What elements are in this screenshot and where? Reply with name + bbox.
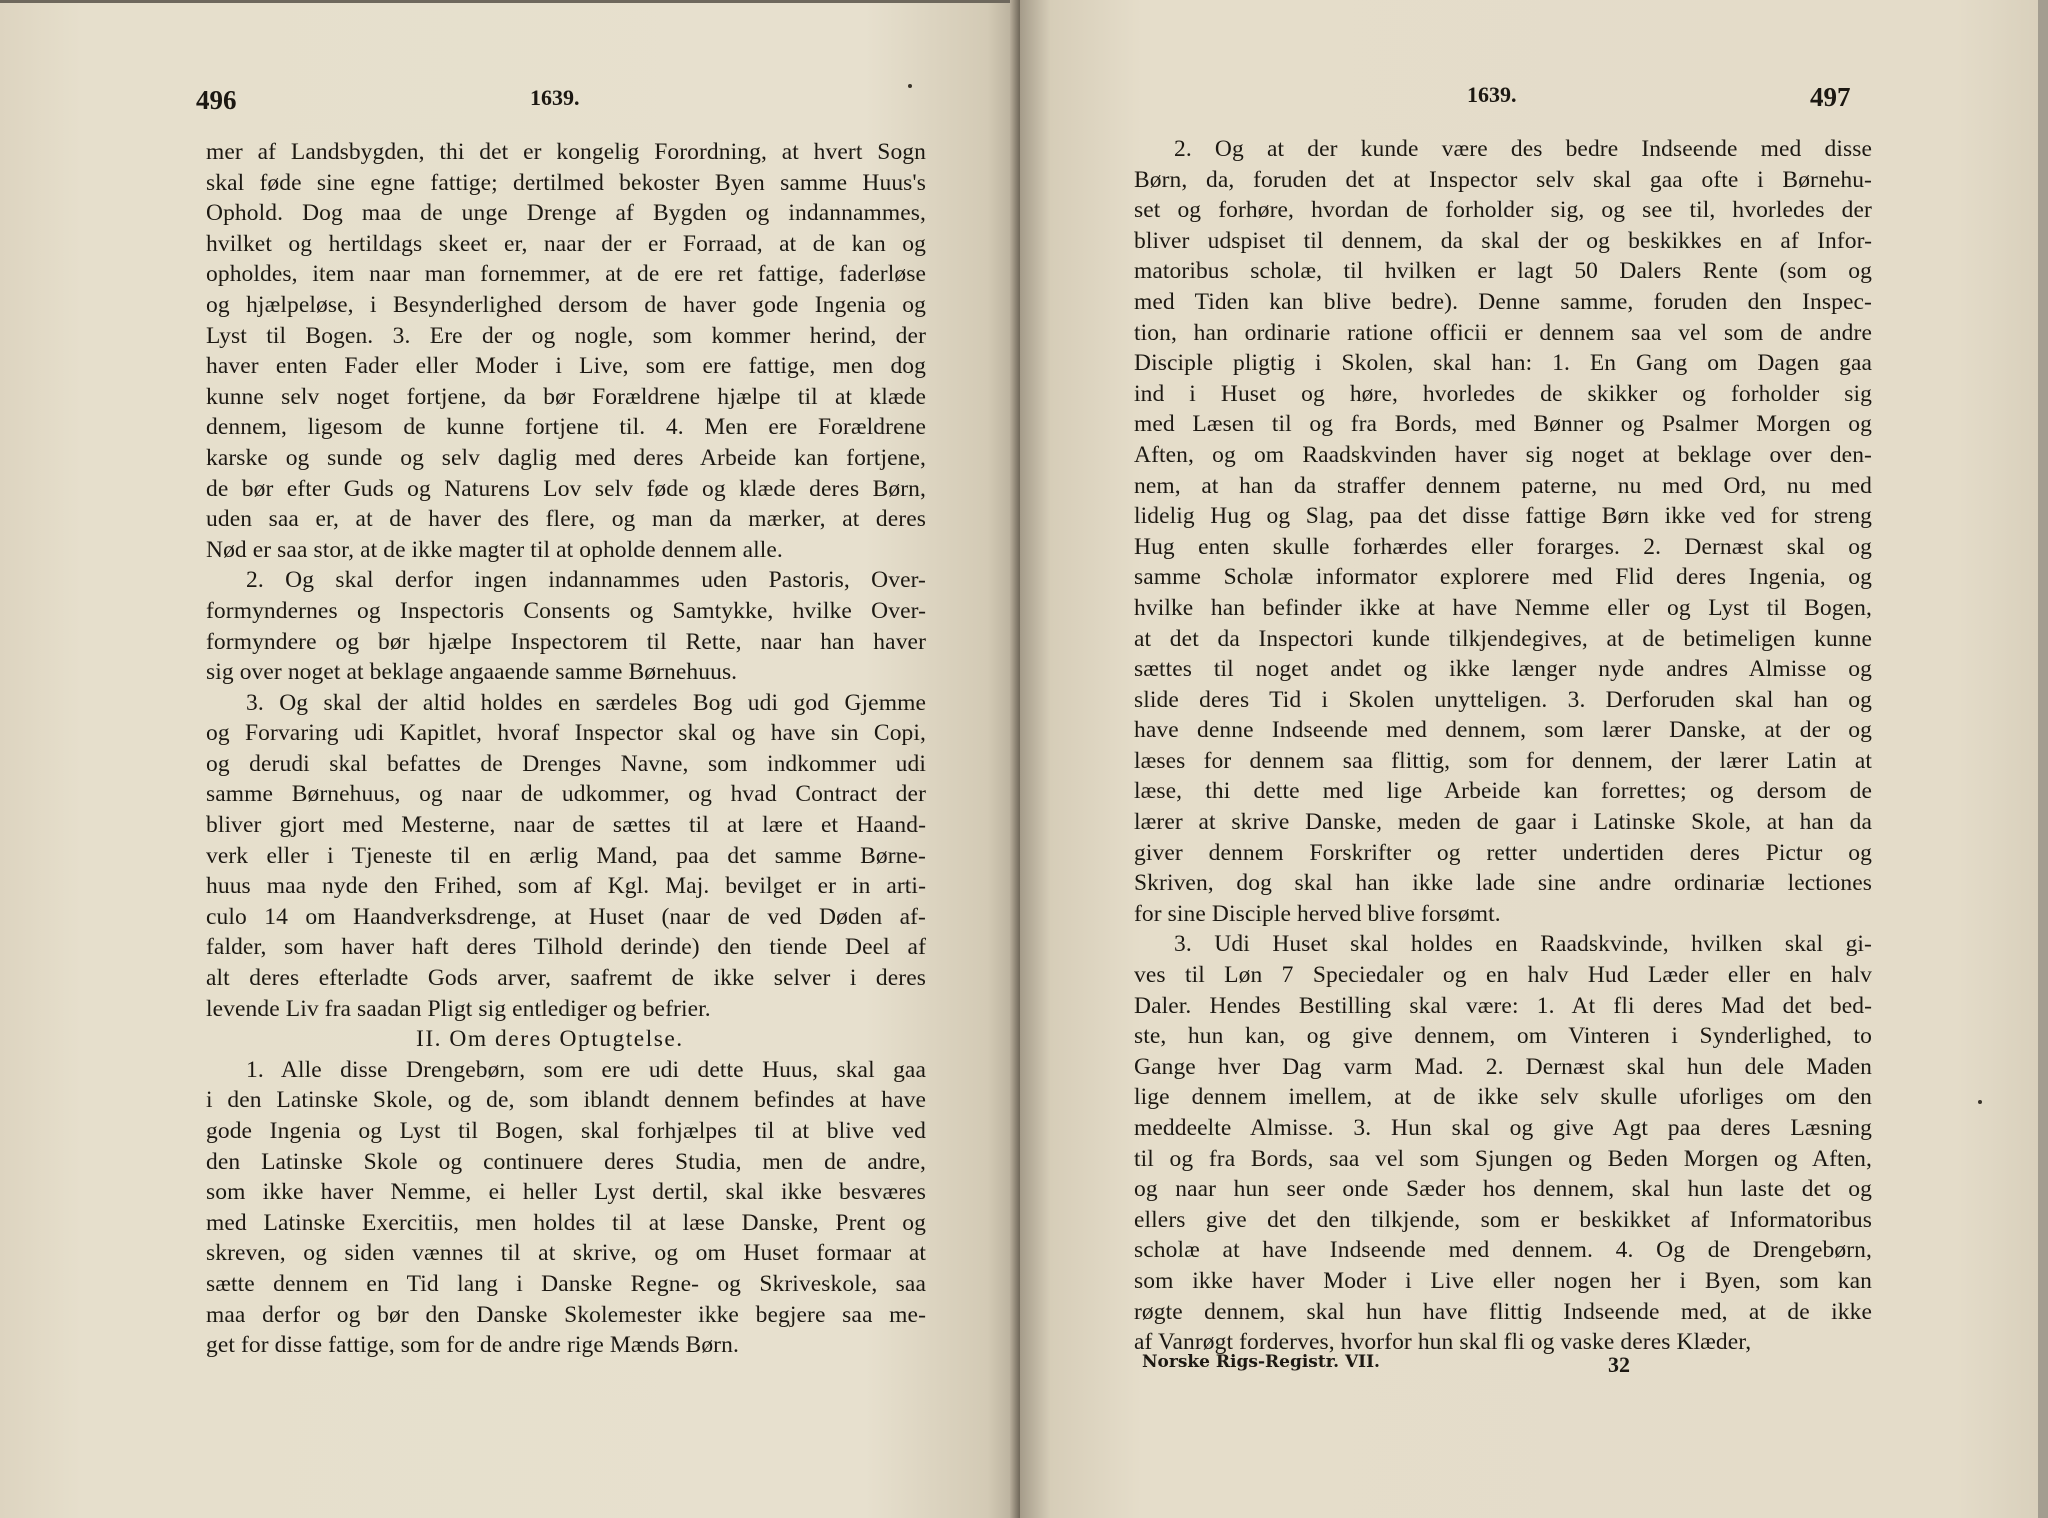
text-line: med Latinske Exercitiis, men holdes til at læse Danske, Prent og [206, 1209, 926, 1236]
text-line: 2. Og skal derfor ingen indannammes uden Pastoris, Over- [246, 567, 926, 594]
text-line: scholæ at have Indseende med dennem. 4. Og de Drengebørn, [1134, 1237, 1872, 1264]
text-line: formyndere og bør hjælpe Inspectorem til Rette, naar han haver [206, 628, 926, 655]
text-line: for sine Disciple herved blive forsømt. [1134, 900, 1501, 927]
text-line: meddeelte Almisse. 3. Hun skal og give Agt paa deres Læsning [1134, 1115, 1872, 1141]
right-running-head: 1639. [1467, 82, 1517, 107]
text-line: skal føde sine egne fattige; dertilmed bekoster Byen samme Huus's [206, 169, 926, 196]
left-running-head: 1639. [530, 85, 580, 110]
right-page-number: 497 [1810, 82, 1851, 112]
text-line: uden saa er, at de haver des flere, og man da mærker, at deres [206, 506, 926, 533]
text-line: Skriven, dog skal han ikke lade sine andre ordinariæ lectiones [1134, 870, 1872, 897]
text-line: samme Scholæ informator explorere med Flid deres Ingenia, og [1134, 564, 1872, 591]
text-line: som ikke haver Nemme, ei heller Lyst dertil, skal ikke besværes [206, 1179, 926, 1206]
text-line: og derudi skal befattes de Drenges Navne, som indkommer udi [206, 750, 926, 777]
text-line: have denne Indseende med dennem, som lærer Danske, at der og [1134, 717, 1872, 744]
text-line: hvilke han befinder ikke at have Nemme eller og Lyst til Bogen, [1134, 594, 1872, 621]
text-line: formyndernes og Inspectoris Consents og Samtykke, hvilke Over- [206, 597, 926, 624]
text-line: kunne selv noget fortjene, da bør Forældrene hjælpe til at klæde [206, 383, 926, 410]
text-line: i den Latinske Skole, og de, som iblandt dennem befindes at have [206, 1087, 926, 1114]
text-line: falder, som haver haft deres Tilhold derinde) den tiende Deel af [206, 934, 926, 961]
text-line: giver dennem Forskrifter og retter undertiden deres Pictur og [1134, 839, 1872, 866]
right-page-text [1134, 134, 1872, 1358]
left-page-header [0, 85, 1018, 125]
text-line: og naar hun seer onde Sæder hos dennem, skal hun laste det og [1134, 1176, 1872, 1203]
text-line: Disciple pligtig i Skolen, skal han: 1. En Gang om Dagen gaa [1134, 350, 1872, 377]
text-line: Lyst til Bogen. 3. Ere der og nogle, som kommer herind, der [206, 322, 926, 349]
text-line: lidelig Hug og Slag, paa det disse fattige Børn ikke ved for streng [1134, 503, 1872, 530]
text-line: set og forhøre, hvordan de forholder sig, og see til, hvorledes der [1134, 197, 1872, 224]
text-line: culo 14 om Haandverksdrenge, at Huset (naar de ved Døden af- [206, 903, 926, 930]
text-line: den Latinske Skole og continuere deres Studia, men de andre, [206, 1148, 926, 1175]
print-speck [908, 84, 912, 88]
text-line: alt deres efterladte Gods arver, saafremt de ikke selver i deres [206, 965, 926, 992]
text-line: Gange hver Dag varm Mad. 2. Dernæst skal hun dele Maden [1134, 1053, 1872, 1080]
text-line: haver enten Fader eller Moder i Live, som ere fattige, men dog [206, 353, 926, 380]
text-line: Daler. Hendes Bestilling skal være: 1. At fli deres Mad det bed- [1134, 992, 1872, 1019]
text-line: slide deres Tid i Skolen unytteligen. 3. Derforuden skal han og [1134, 686, 1872, 713]
text-line: sættes til noget andet og ikke længer nyde andres Almisse og [1134, 656, 1872, 683]
text-line: 2. Og at der kunde være des bedre Indseende med disse [1174, 136, 1872, 162]
text-line: Aften, og om Raadskvinden haver sig noget at beklage over den- [1134, 441, 1872, 468]
text-line: gode Ingenia og Lyst til Bogen, skal forhjælpes til at blive ved [206, 1118, 926, 1144]
text-line: ste, hun kan, og give dennem, om Vinteren i Synderlighed, to [1134, 1023, 1872, 1050]
text-line: samme Børnehuus, og naar de udkommer, og hvad Contract der [206, 781, 926, 808]
text-line: sætte dennem en Tid lang i Danske Regne- og Skriveskole, saa [206, 1270, 926, 1297]
text-line: som ikke haver Moder i Live eller nogen her i Byen, som kan [1134, 1267, 1872, 1294]
text-line: ves til Løn 7 Speciedaler og en halv Hud Læder eller en halv [1134, 962, 1872, 989]
left-page-number: 496 [196, 85, 237, 115]
text-line: karske og sunde og selv daglig med deres Arbeide kan fortjene, [206, 444, 926, 471]
text-line: nem, at han da straffer dennem paterne, nu med Ord, nu med [1134, 472, 1872, 499]
text-line: til og fra Bords, saa vel som Sjungen og Beden Morgen og Aften, [1134, 1145, 1872, 1172]
text-line: ind i Huset og høre, hvorledes de skikker og forholder sig [1134, 380, 1872, 407]
text-line: de bør efter Guds og Naturens Lov selv føde og klæde deres Børn, [206, 475, 926, 502]
text-line: opholdes, item naar man fornemmer, at de ere ret fattige, faderløse [206, 261, 926, 288]
text-line: hvilket og hertildags skeet er, naar der er Forraad, at de kan og [206, 230, 926, 257]
text-line: matoribus scholæ, til hvilken er lagt 50 Dalers Rente (som og [1134, 258, 1872, 285]
text-line: sig over noget at beklage angaaende samme Børnehuus. [206, 659, 738, 686]
text-line: med Læsen til og fra Bords, med Bønner og Psalmer Morgen og [1134, 411, 1872, 438]
text-line: get for disse fattige, som for de andre rige Mænds Børn. [206, 1332, 739, 1359]
text-line: og hjælpeløse, i Besynderlighed dersom de haver gode Ingenia og [206, 291, 926, 318]
text-line: Hug enten skulle forhærdes eller forarges. 2. Dernæst skal og [1134, 533, 1872, 560]
signature-number: 32 [1608, 1352, 1630, 1377]
text-line: ellers give det den tilkjende, som er beskikket af Informatoribus [1134, 1206, 1872, 1233]
text-line: Børn, da, foruden det at Inspector selv skal gaa ofte i Børnehu- [1134, 166, 1872, 193]
text-line: og Forvaring udi Kapitlet, hvoraf Inspector skal og have sin Copi, [206, 720, 926, 747]
text-line: 3. Og skal der altid holdes en særdeles Bog udi god Gjemme [246, 689, 926, 716]
text-line: lige dennem imellem, at de ikke selv skulle uforliges om den [1134, 1084, 1872, 1111]
text-line: lærer at skrive Danske, meden de gaar i Latinske Skole, at han da [1134, 809, 1872, 836]
right-page [1020, 0, 2038, 1518]
text-line: Nød er saa stor, at de ikke magter til at opholde dennem alle. [206, 536, 783, 563]
text-line: skreven, og siden vænnes til at skrive, og om Huset formaar at [206, 1240, 926, 1267]
text-line: 1. Alle disse Drengebørn, som ere udi dette Huus, skal gaa [246, 1056, 926, 1083]
text-line: dennem, ligesom de kunne fortjene til. 4. Men ere Forældrene [206, 414, 926, 441]
text-line: med Tiden kan blive bedre). Denne samme, foruden den Inspec- [1134, 288, 1872, 315]
signature-mark: Norske Rigs-Registr. VII. [1142, 1352, 1380, 1372]
text-line: læse, thi dette med lige Arbeide kan forrettes; og dersom de [1134, 778, 1872, 805]
text-line: huus maa nyde den Frihed, som af Kgl. Maj. bevilget er in arti- [206, 873, 926, 900]
text-line: at det da Inspectori kunde tilkjendegives, at de betimeligen kunne [1134, 625, 1872, 652]
text-line: Ophold. Dog maa de unge Drenge af Bygden og indannammes, [206, 200, 926, 227]
print-speck [1978, 1100, 1982, 1104]
text-line: 3. Udi Huset skal holdes en Raadskvinde, hvilken skal gi- [1174, 931, 1872, 958]
text-line: røgte dennem, skal hun have flittig Indseende med, at de ikke [1134, 1298, 1872, 1325]
text-line: verk eller i Tjeneste til en ærlig Mand, paa det samme Børne- [206, 842, 926, 869]
text-line: mer af Landsbygden, thi det er kongelig Forordning, at hvert Sogn [206, 139, 926, 165]
text-line: af Vanrøgt forderves, hvorfor hun skal fli og vaske deres Klæder, [1134, 1329, 1752, 1356]
left-page-text [206, 137, 926, 1361]
left-page [0, 0, 1018, 1518]
text-line: maa derfor og bør den Danske Skolemester ikke begjere saa me- [206, 1301, 926, 1328]
right-page-header [1020, 82, 2038, 122]
text-line: bliver udspiset til dennem, da skal der og beskikkes en af Infor- [1134, 227, 1872, 254]
text-line: levende Liv fra saadan Pligt sig entlediger og befrier. [206, 995, 711, 1022]
text-line: læses for dennem saa flittig, som for dennem, der lærer Latin at [1134, 747, 1872, 774]
text-line: bliver gjort med Mesterne, naar de sættes til at lære et Haand- [206, 812, 926, 839]
text-line: II. Om deres Optugtelse. [416, 1026, 684, 1053]
text-line: tion, han ordinarie ratione officii er dennem saa vel som de andre [1134, 319, 1872, 346]
